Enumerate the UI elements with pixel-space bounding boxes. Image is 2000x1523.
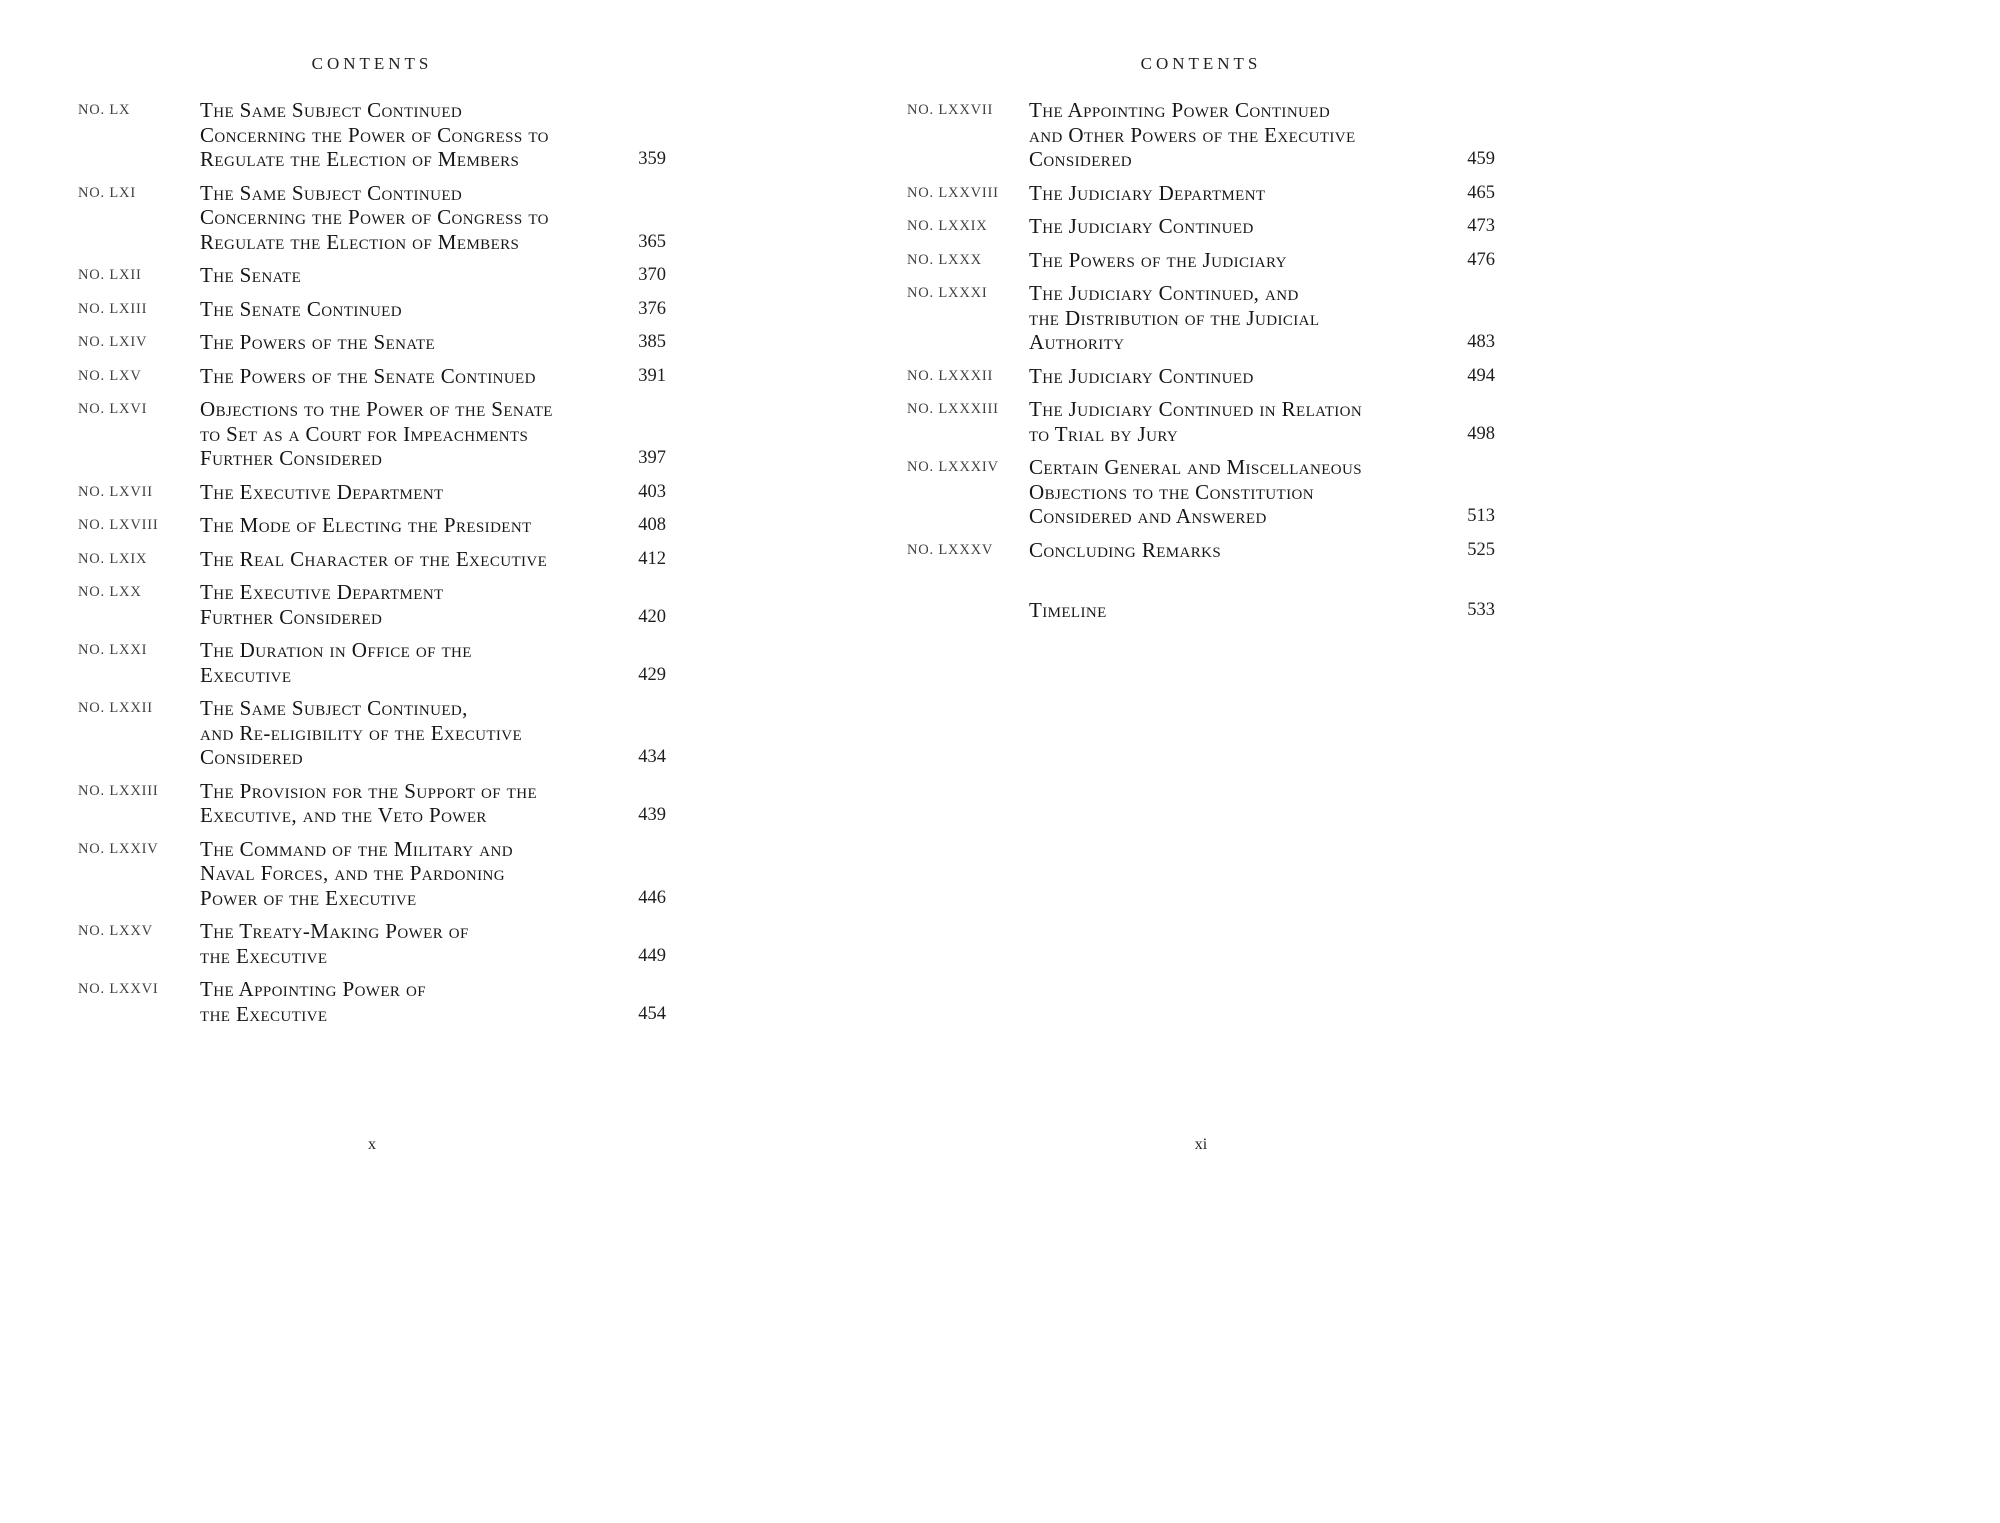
entry-title [200, 330, 626, 355]
entry-number-label: NO. LXXXIV [907, 459, 999, 475]
entry-page-number: 439 [638, 805, 666, 825]
entry-number-label: NO. LXXVI [78, 981, 159, 997]
entry-title-line: Regulate the Election of Members [200, 229, 520, 254]
folio-page-number: xi [1194, 1136, 1208, 1153]
entry-page-number: 412 [638, 548, 666, 569]
entry-title-line: The Command of the Military and [200, 836, 513, 861]
entry-title-line: to Trial by Jury [1029, 421, 1179, 446]
toc-entry [78, 98, 666, 172]
toc-entry [907, 281, 1495, 355]
entry-page-number: 365 [638, 231, 666, 252]
entry-title [1029, 181, 1455, 206]
entry-page-number: 376 [638, 298, 666, 319]
entry-title [200, 364, 626, 389]
folio-page-number: x [368, 1136, 376, 1153]
entry-number-label: NO. LXXVII [907, 102, 994, 118]
toc-entry [78, 480, 666, 505]
entry-number-label: NO. LXXXIII [907, 401, 999, 417]
entry-title [200, 638, 626, 687]
entry-title-line: The Judiciary Department [1029, 180, 1266, 205]
toc-entry [907, 181, 1495, 206]
entry-number-label: NO. LXXIX [907, 218, 988, 234]
toc-entry [78, 397, 666, 471]
entry-number-label: NO. LXV [78, 367, 142, 384]
entry-title [200, 513, 626, 538]
entry-page-number: 403 [638, 481, 666, 502]
entry-title-line: and Other Powers of the Executive [1029, 122, 1356, 147]
entry-title-line: The Powers of the Senate Continued [200, 363, 536, 388]
entry-page-number: 533 [1467, 600, 1495, 620]
entry-title-line: and Re-eligibility of the Executive [200, 720, 523, 745]
entry-page-number: 446 [638, 887, 666, 908]
entry-title [200, 98, 626, 172]
entry-title [1029, 98, 1455, 172]
entry-number-label: NO. LXXV [78, 923, 153, 939]
entry-title-line: The Senate [200, 263, 302, 287]
entry-page-number: 429 [638, 664, 666, 685]
entry-number-label: NO. LXIII [78, 300, 148, 317]
entry-title-line: Timeline [1029, 598, 1107, 622]
toc-entry [907, 248, 1495, 273]
entry-page-number: 397 [638, 448, 666, 468]
toc-entry [78, 919, 666, 968]
entry-title-line: Considered [1029, 147, 1133, 171]
entry-title-line: The Treaty-Making Power of [200, 919, 469, 943]
toc-list-left [78, 98, 666, 1035]
toc-entry [78, 364, 666, 389]
entry-page-number: 385 [638, 332, 666, 352]
toc-entry [78, 837, 666, 911]
toc-entry [78, 181, 666, 255]
entry-title-line: Concerning the Power of Congress to [200, 122, 549, 147]
entry-number-label: NO. LXIV [78, 334, 148, 350]
entry-title-line: Considered and Answered [1029, 504, 1267, 528]
entry-number-label: NO. LXVII [78, 483, 153, 500]
toc-entry [78, 547, 666, 572]
entry-number-label: NO. LXXIII [78, 782, 159, 799]
toc-entry [907, 364, 1495, 389]
entry-title-line: The Judiciary Continued, and [1029, 281, 1299, 305]
entry-title [200, 547, 626, 572]
entry-number-label: NO. LXIX [78, 550, 148, 567]
toc-entry [78, 297, 666, 322]
toc-entry [907, 455, 1495, 529]
entry-title-line: The Judiciary Continued [1029, 363, 1254, 388]
entry-title-line: The Appointing Power Continued [1029, 98, 1331, 122]
entry-title [1029, 538, 1455, 563]
page-header: CONTENTS [311, 54, 433, 73]
toc-entry [907, 397, 1495, 446]
entry-title [200, 779, 626, 828]
entry-title [200, 919, 626, 968]
entry-title-line: The Judiciary Continued in Relation [1029, 397, 1363, 421]
entry-title-line: The Executive Department [200, 479, 444, 504]
entry-title [1029, 364, 1455, 389]
entry-title-line: The Real Character of the Executive [200, 546, 548, 571]
entry-number-label: NO. LXXIV [78, 840, 159, 857]
entry-number-label: NO. LXXI [78, 642, 148, 658]
entry-title-line: Executive, and the Veto Power [200, 803, 487, 827]
entry-title [1029, 214, 1455, 239]
entry-title [1029, 281, 1455, 355]
entry-title [200, 696, 626, 770]
entry-title-line: the Distribution of the Judicial [1029, 305, 1320, 330]
entry-title [1029, 397, 1455, 446]
entry-page-number: 449 [638, 945, 666, 966]
entry-title-line: The Powers of the Judiciary [1029, 247, 1287, 272]
entry-title [200, 297, 626, 322]
entry-number-label: NO. LXXX [907, 251, 982, 268]
entry-number-label: NO. LXXXII [907, 367, 994, 384]
entry-title-line: Objections to the Power of the Senate [200, 397, 553, 421]
entry-number-label: NO. LXXXV [907, 541, 994, 558]
entry-title-line: The Same Subject Continued, [200, 696, 468, 720]
entry-title-line: the Executive [200, 1001, 328, 1026]
entry-title-line: Further Considered [200, 446, 383, 470]
entry-number-label: NO. LXI [78, 184, 136, 201]
entry-page-number: 498 [1467, 423, 1495, 444]
entry-page-number: 473 [1467, 216, 1495, 236]
toc-entry [78, 977, 666, 1026]
entry-title [200, 263, 626, 288]
toc-list-right [907, 98, 1495, 632]
entry-title-line: The Senate Continued [200, 296, 402, 321]
entry-page-number: 513 [1467, 506, 1495, 526]
entry-number-label: NO. LXII [78, 267, 142, 283]
entry-title-line: The Judiciary Continued [1029, 214, 1254, 238]
entry-page-number: 459 [1467, 149, 1495, 169]
entry-page-number: 434 [638, 747, 666, 767]
entry-page-number: 420 [638, 606, 666, 627]
entry-title [1029, 455, 1455, 529]
entry-title-line: Considered [200, 745, 304, 769]
entry-title [200, 580, 626, 629]
entry-page-number: 483 [1467, 332, 1495, 352]
entry-title-line: Power of the Executive [200, 885, 417, 910]
entry-page-number: 391 [638, 365, 666, 386]
entry-title-line: The Same Subject Continued [200, 98, 463, 122]
entry-number-label: NO. LXXVIII [907, 184, 999, 201]
entry-title-line: Executive [200, 662, 292, 687]
entry-title [1029, 598, 1455, 623]
entry-number-label: NO. LXVI [78, 401, 148, 417]
entry-title [200, 977, 626, 1026]
entry-title-line: Authority [1029, 330, 1125, 354]
toc-entry [907, 538, 1495, 563]
entry-title-line: The Mode of Electing the President [200, 513, 532, 537]
toc-entry [78, 779, 666, 828]
entry-title-line: The Appointing Power of [200, 977, 426, 1001]
entry-title-line: Objections to the Constitution [1029, 479, 1314, 504]
entry-number-label: NO. LX [78, 102, 131, 118]
entry-page-number: 525 [1467, 539, 1495, 560]
toc-entry [907, 98, 1495, 172]
contents-page-left [78, 0, 666, 1523]
entry-page-number: 359 [638, 149, 666, 169]
entry-number-label: NO. LXVIII [78, 517, 159, 533]
entry-title-line: Concerning the Power of Congress to [200, 205, 549, 229]
toc-entry [78, 638, 666, 687]
toc-entry [78, 263, 666, 288]
entry-title-line: to Set as a Court for Impeachments [200, 421, 529, 446]
toc-entry [907, 598, 1495, 623]
toc-entry [78, 696, 666, 770]
entry-page-number: 476 [1467, 249, 1495, 270]
entry-page-number: 408 [638, 515, 666, 535]
entry-number-label: NO. LXXII [78, 700, 153, 716]
page-header: CONTENTS [1140, 54, 1262, 73]
entry-title-line: the Executive [200, 943, 328, 968]
entry-page-number: 465 [1467, 182, 1495, 203]
entry-page-number: 370 [638, 265, 666, 285]
entry-title [200, 397, 626, 471]
entry-number-label: NO. LXXXI [907, 285, 988, 301]
entry-title-line: Regulate the Election of Members [200, 147, 520, 171]
entry-number-label: NO. LXX [78, 584, 142, 600]
entry-title-line: Further Considered [200, 604, 383, 629]
toc-entry [78, 330, 666, 355]
contents-page-right [907, 0, 1495, 1523]
toc-entry [78, 513, 666, 538]
entry-title [200, 181, 626, 255]
entry-page-number: 454 [638, 1003, 666, 1024]
entry-title-line: Naval Forces, and the Pardoning [200, 861, 505, 885]
entry-title-line: The Same Subject Continued [200, 180, 463, 205]
entry-page-number: 494 [1467, 365, 1495, 386]
entry-title-line: Certain General and Miscellaneous [1029, 455, 1363, 479]
entry-title [200, 480, 626, 505]
entry-title-line: The Powers of the Senate [200, 330, 436, 354]
entry-title-line: The Duration in Office of the [200, 638, 472, 662]
entry-title-line: Concluding Remarks [1029, 537, 1222, 562]
toc-entry [78, 580, 666, 629]
entry-title [1029, 248, 1455, 273]
toc-entry [907, 214, 1495, 239]
entry-title [200, 837, 626, 911]
entry-title-line: The Executive Department [200, 580, 444, 604]
entry-title-line: The Provision for the Support of the [200, 778, 538, 803]
